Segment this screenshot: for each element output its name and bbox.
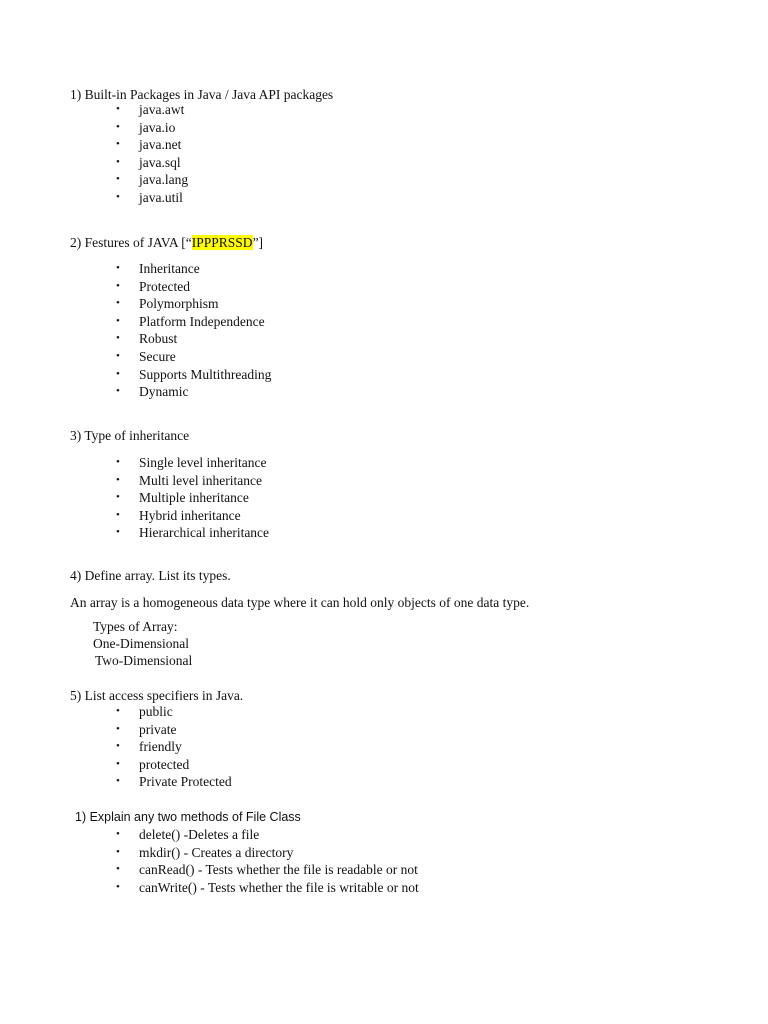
bullet-icon: • (116, 190, 120, 203)
bullet-icon: • (116, 456, 120, 468)
list-item: • Dynamic (116, 384, 189, 400)
list-item: • Multiple inheritance (116, 490, 249, 506)
list-item: • java.net (116, 137, 182, 153)
bullet-icon: • (116, 863, 120, 876)
list-item: • java.sql (116, 154, 181, 170)
list-item: • protected (116, 756, 190, 772)
bullet-icon: • (116, 367, 120, 380)
list-item: • Multi level inheritance (116, 472, 262, 488)
section-5-heading: 5) List access specifiers in Java. (70, 688, 244, 703)
section-6-heading: 1) Explain any two methods of File Class (75, 810, 301, 824)
list-item: • Secure (116, 348, 176, 364)
list-item: • Supports Multithreading (116, 366, 272, 382)
bullet-icon: • (116, 279, 120, 292)
bullet-icon: • (116, 332, 120, 345)
section-2-heading: 2) Festures of JAVA [“IPPPRSSD”] (70, 235, 264, 250)
bullet-icon: • (116, 173, 120, 186)
section-3-list (0, 454, 269, 542)
list-item: • java.awt (116, 102, 185, 117)
bullet-icon: • (116, 508, 120, 521)
list-item: • Polymorphism (116, 296, 219, 312)
list-item: • Inheritance (116, 261, 200, 276)
bullet-icon: • (116, 262, 120, 274)
array-definition: An array is a homogeneous data type where it can hold only objects of one data type. (70, 595, 530, 610)
bullet-icon: • (116, 385, 120, 398)
bullet-icon: • (116, 722, 120, 735)
list-item: • Hybrid inheritance (116, 507, 241, 523)
bullet-icon: • (116, 845, 120, 858)
bullet-icon: • (116, 138, 120, 151)
bullet-icon: • (116, 526, 120, 539)
list-item: • private (116, 721, 177, 737)
list-item: Two-Dimensional (95, 652, 193, 668)
list-item: • Robust (116, 331, 178, 347)
bullet-icon: • (116, 880, 120, 893)
bullet-icon: • (116, 740, 120, 753)
bullet-icon: • (116, 297, 120, 310)
section-4-heading: 4) Define array. List its types. (70, 568, 231, 583)
section-1-list (0, 101, 188, 207)
list-item: • mkdir() - Creates a directory (116, 844, 294, 860)
bullet-icon: • (116, 828, 120, 840)
section-6-list (0, 826, 419, 896)
bullet-icon: • (116, 473, 120, 486)
list-item: • Single level inheritance (116, 455, 267, 470)
list-item: • canWrite() - Tests whether the file is writable or not (116, 879, 419, 895)
bullet-icon: • (116, 155, 120, 168)
bullet-icon: • (116, 757, 120, 770)
types-label: Types of Array: (93, 619, 178, 634)
section-2-list (0, 260, 271, 401)
bullet-icon: • (116, 349, 120, 362)
array-types (93, 619, 192, 669)
highlighted-acronym: IPPPRSSD (191, 235, 253, 250)
bullet-icon: • (116, 314, 120, 327)
list-item: • Private Protected (116, 774, 232, 790)
list-item: • java.io (116, 119, 176, 135)
section-3-heading: 3) Type of inheritance (70, 428, 190, 443)
list-item: • friendly (116, 739, 182, 755)
bullet-icon: • (116, 491, 120, 504)
bullet-icon: • (116, 705, 120, 717)
list-item: • Protected (116, 278, 190, 294)
list-item: One-Dimensional (93, 635, 189, 651)
bullet-icon: • (116, 120, 120, 133)
list-item: • delete() -Deletes a file (116, 827, 260, 842)
bullet-icon: • (116, 103, 120, 115)
list-item: • java.util (116, 189, 183, 205)
section-1-heading: 1) Built-in Packages in Java / Java API packages (70, 87, 334, 102)
list-item: • java.lang (116, 172, 189, 188)
section-5-list (0, 703, 232, 791)
list-item: • public (116, 704, 173, 719)
list-item: • Platform Independence (116, 313, 265, 329)
bullet-icon: • (116, 775, 120, 788)
list-item: • canRead() - Tests whether the file is readable or not (116, 862, 418, 878)
list-item: • Hierarchical inheritance (116, 525, 270, 541)
